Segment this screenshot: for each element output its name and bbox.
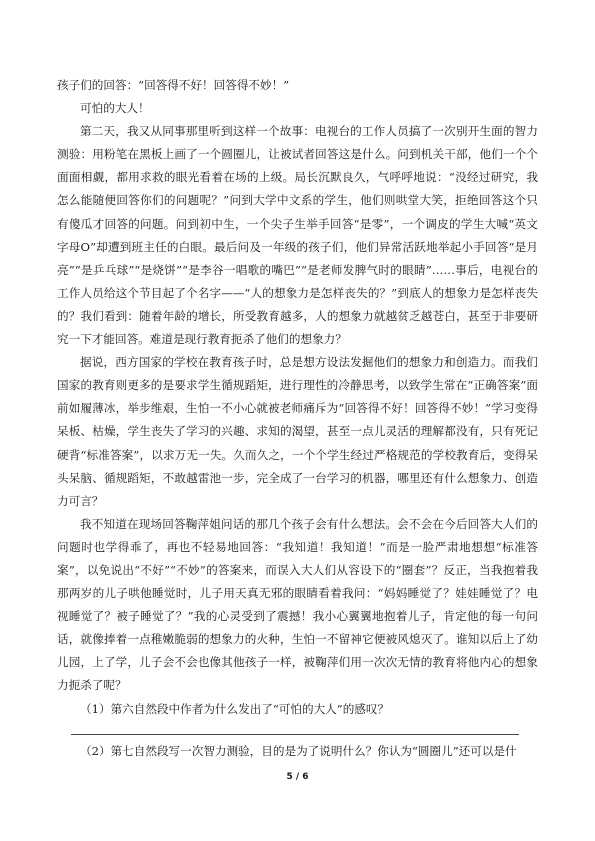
paragraph-western-education: 据说，西方国家的学校在教育孩子时，总是想方设法发掘他们的想象力和创造力。而我们国家的教育则更多的是要求学生循规蹈矩，进行理性的冷静思考，以致学生常在“正确答案”面前如履薄冰，举步维艰，生怕一不小心就被老师痛斥为“回答得不好！回答得不妙！”学习变得呆板、枯燥，学生丧失了学习的兴趣、求知的渴望，甚至一点儿灵活的理解都没有，只有死记硬背“标准答案”，以求万无一失。久而久之，一个个学生经过严格规范的学校教育后，变得呆头呆脑、循规蹈矩，不敢越雷池一步，完全成了一台学习的机器，哪里还有什么想象力、创造力可言？ — [57, 355, 538, 508]
question-2: （2）第七自然段写一次智力测验，目的是为了说明什么？你认为“圆圈儿”还可以是什 — [80, 744, 517, 758]
paragraph-author-reflection: 我不知道在现场回答鞠萍姐问话的那几个孩子会有什么想法。会不会在今后回答大人们的问题时也学得乖了，再也不轻易地回答：“我知道！我知道！”而是一脸严肃地想想“标准答案”，以免说出“不好”“不妙”的答案来，而误入大人们从容设下的“圈套”？反正，当我抱着我那两岁的儿子哄他睡觉时，儿子用天真无邪的眼睛看着我问：“妈妈睡觉了？娃娃睡觉了？电视睡觉了？被子睡觉了？”我的心灵受到了震撼！我小心翼翼地抱着儿子，肯定他的每一句问话，就像捧着一点稚嫩脆弱的想象力的火种，生怕一不留神它便被风熄灭了。谁知以后上了幼儿园，上了学，儿子会不会也像其他孩子一样，被鞠萍们用一次次无情的教育将他内心的想象力扼杀了呢？ — [57, 516, 538, 693]
paragraph-iq-test-story: 第二天，我又从同事那里听到这样一个故事：电视台的工作人员搞了一次别开生面的智力测验：用粉笔在黑板上画了一个圆圈儿，让被试者回答这是什么。问到机关干部，他们一个个面面相觑，都用求救的眼光看着在场的上级。局长沉默良久，气呼呼地说：“没经过研究，我怎么能随便回答你们的问题呢？”问到大学中文系的学生，他们则哄堂大笑，拒绝回答这个只有傻瓜才回答的问题。问到初中生，一个尖子生举手回答“是零”，一个调皮的学生大喊“英文字母O”却遭到班主任的白眼。最后问及一年级的孩子们，他们异常活跃地举起小手回答“是月亮”“是乒乓球”“是烧饼”“是李谷一唱歌的嘴巴”“是老师发脾气时的眼睛”……事后，电视台的工作人员给这个节目起了个名字——“人的想象力是怎样丧失的？”到底人的想象力是怎样丧失的？我们看到：随着年龄的增长，所受教育越多，人的想象力就越贫乏越苍白，甚至于非要研究一下才能回答。难道是现行教育扼杀了他们的想象力？ — [57, 124, 538, 347]
paragraph-scary-adults: 可怕的大人！ — [80, 101, 150, 116]
question-1: （1）第六自然段中作者为什么发出了“可怕的大人”的感叹？ — [80, 701, 390, 716]
answer-line[interactable] — [71, 734, 519, 735]
paragraph-children-answer: 孩子们的回答：“回答得不好！回答得不妙！” — [57, 78, 290, 92]
page-number: 5 / 6 — [286, 772, 309, 782]
document-body — [57, 74, 538, 721]
